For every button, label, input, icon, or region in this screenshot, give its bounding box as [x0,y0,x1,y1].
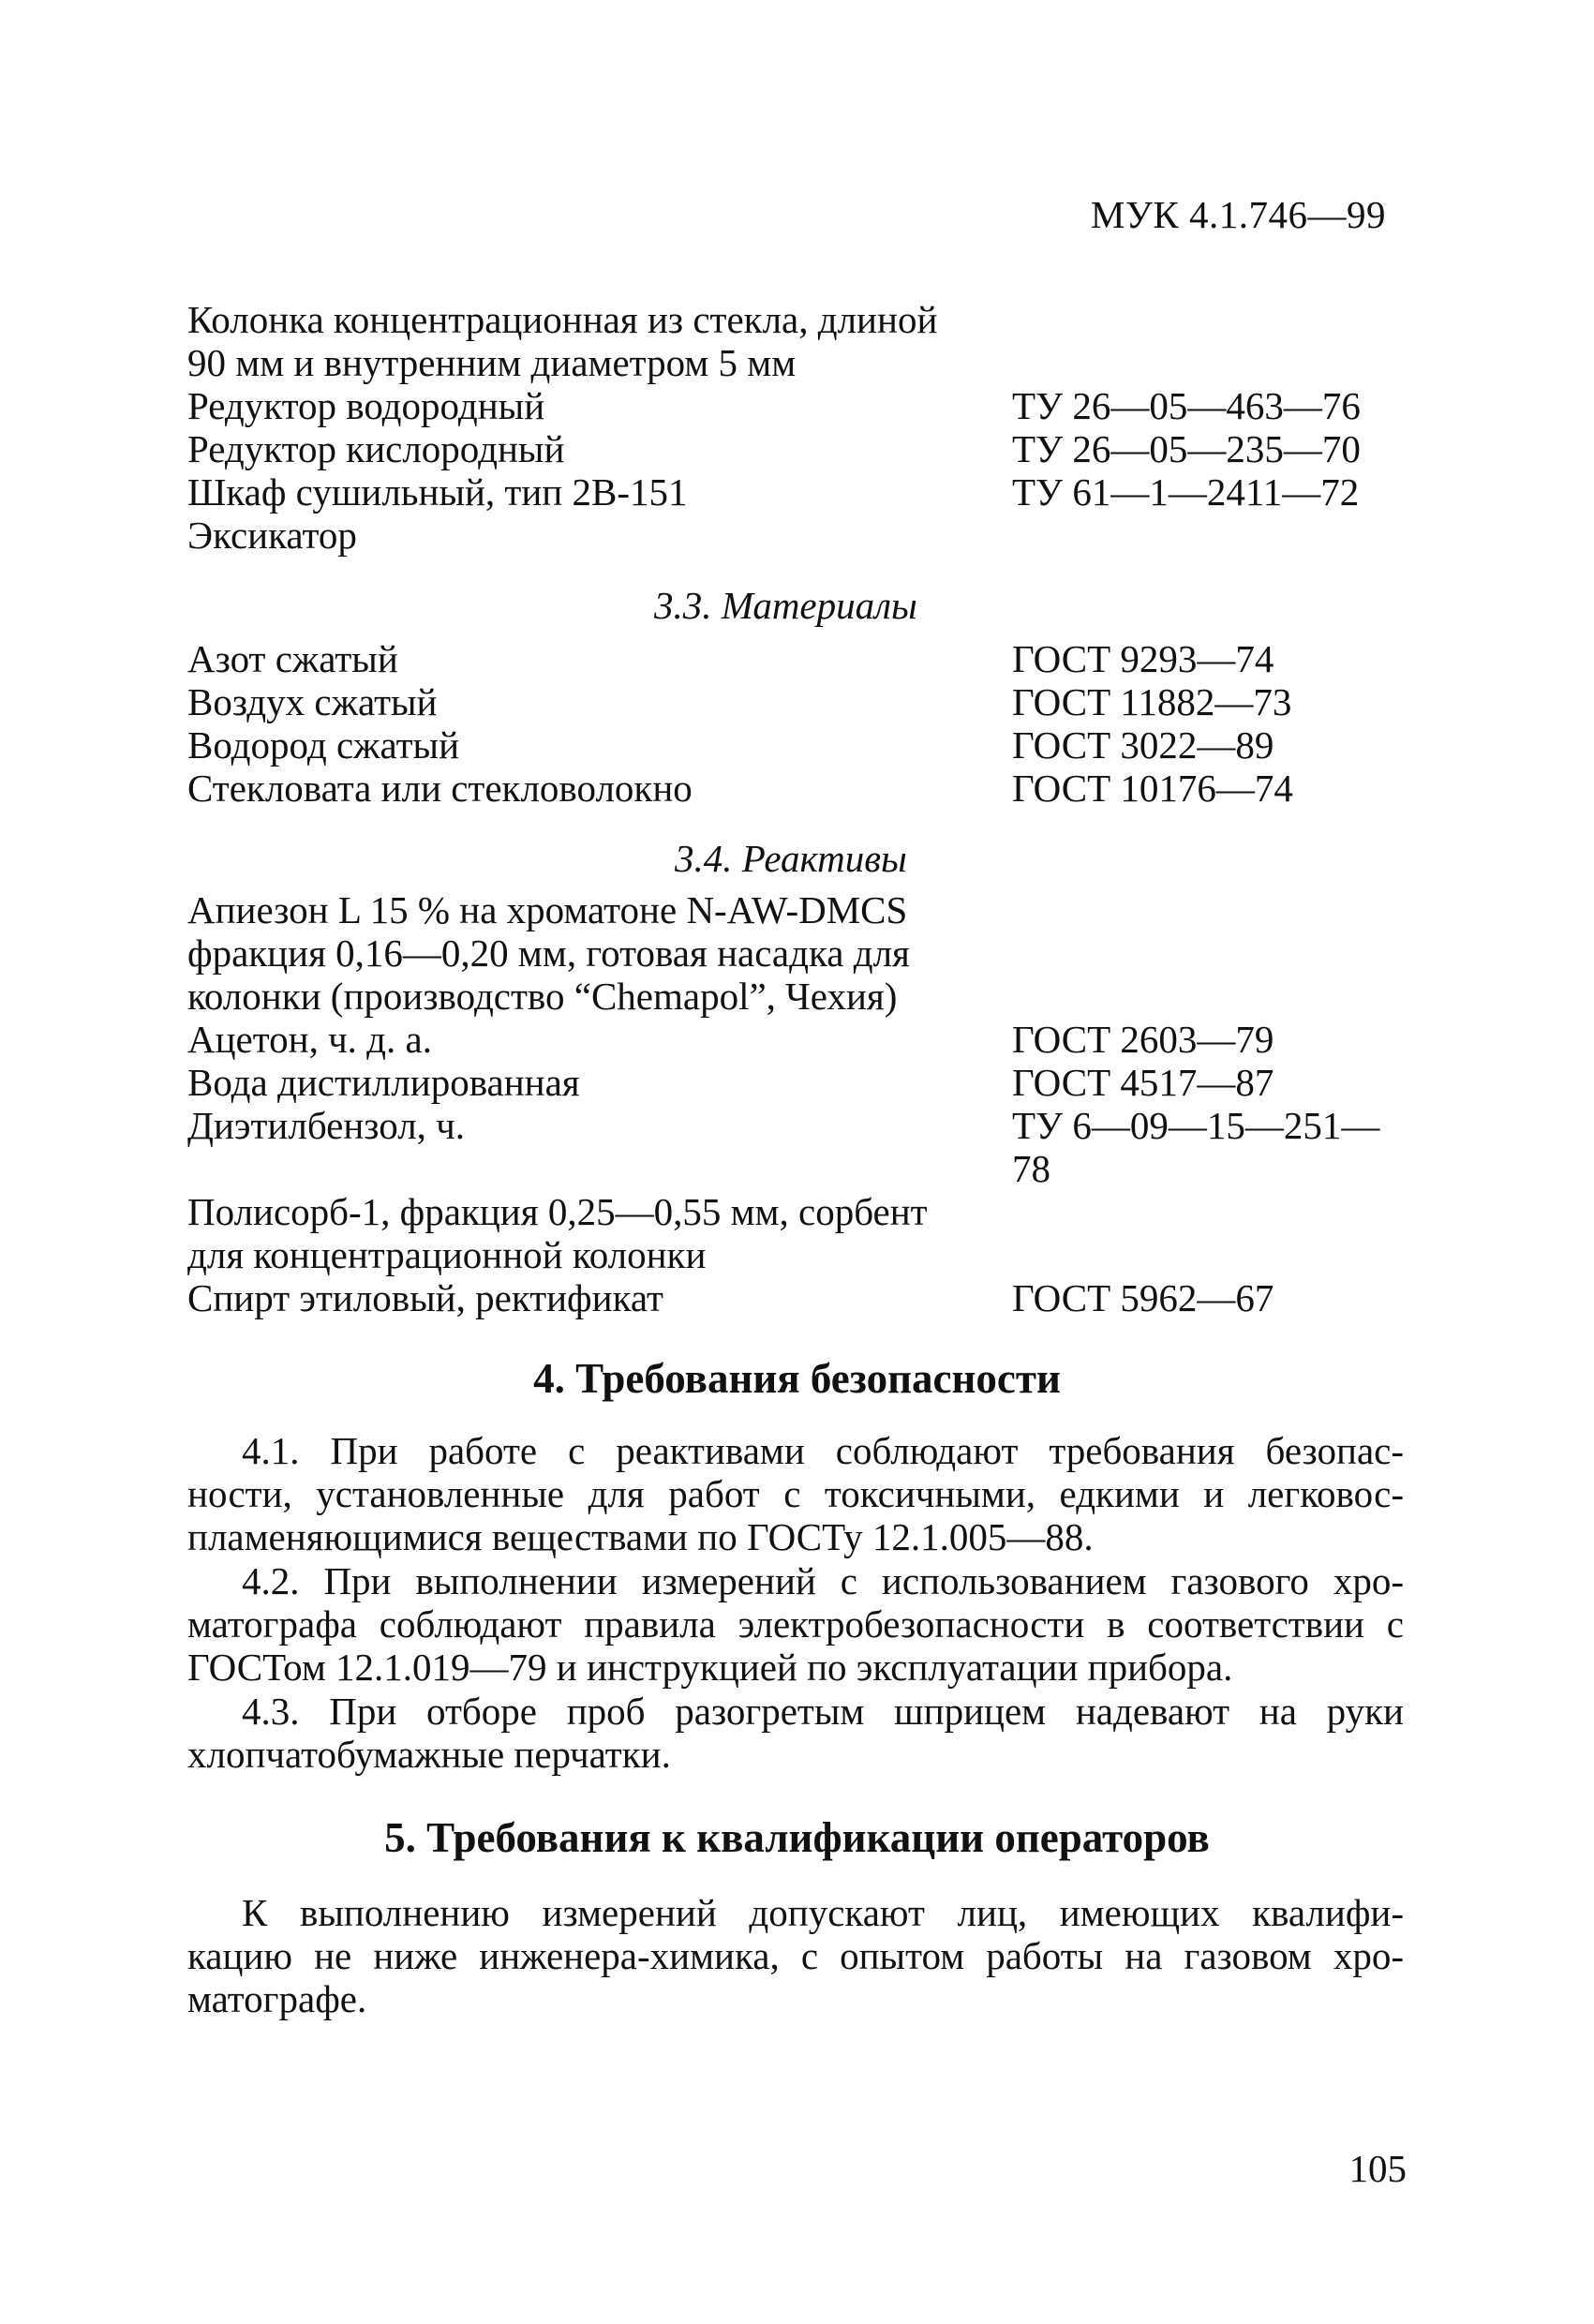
item-standard: ГОСТ 10176—74 [1012,767,1293,810]
list-row [187,723,1396,767]
item-name: фракция 0,16—0,20 мм, готовая насадка для [187,931,910,975]
item-name: для концентрационной колонки [187,1233,707,1276]
item-name: колонки (производство “Chemapol”, Чехия) [187,975,898,1018]
list-row [187,1104,1396,1147]
list-row [187,888,1396,931]
paragraph-line: 4.1. При работе с реактивами соблюдают требования безопас- [242,1429,1404,1472]
item-name: Диэтилбензол, ч. [187,1104,466,1147]
paragraph-line: пламеняющимися веществами по ГОСТу 12.1.005—88. [187,1515,1094,1558]
paragraph-line: К выполнению измерений допускают лиц, имеющих квалифи- [242,1891,1404,1934]
list-row [187,514,1396,557]
list-row [187,384,1396,427]
section-title-safety: 4. Требования безопасности [533,1355,1061,1402]
list-row [187,975,1396,1018]
item-standard: ГОСТ 4517—87 [1012,1061,1274,1104]
list-row [187,680,1396,723]
item-name: Шкаф сушильный, тип 2В-151 [187,470,688,514]
paragraph-4-1 [187,1429,1404,1558]
list-row [187,298,1396,341]
item-name: Спирт этиловый, ректификат [187,1276,663,1319]
paragraph-line: 4.2. При выполнении измерений с использованием газового хро- [242,1559,1404,1602]
item-name: Полисорб-1, фракция 0,25—0,55 мм, сорбент [187,1190,928,1233]
paragraph-line: ГОСТом 12.1.019—79 и инструкцией по эксплуатации прибора. [187,1646,1233,1689]
item-name: Колонка концентрационная из стекла, длиной [187,298,938,341]
materials-heading: 3.3. Материалы [654,584,917,627]
item-name: Воздух сжатый [187,680,438,723]
item-name: 90 мм и внутренним диаметром 5 мм [187,341,797,384]
list-row [187,931,1396,975]
paragraph-line: 4.3. При отборе проб разогретым шприцем надевают на руки [242,1690,1404,1733]
page-code: МУК 4.1.746—99 [1090,193,1386,236]
list-row [187,1018,1396,1061]
item-standard: ТУ 6—09—15—251— [1012,1104,1380,1147]
reagents-heading: 3.4. Реактивы [675,837,907,880]
item-name: Редуктор кислородный [187,427,565,470]
item-standard: ГОСТ 9293—74 [1012,637,1274,680]
paragraph-line: хлопчатобумажные перчатки. [187,1733,671,1776]
paragraph-line: кацию не ниже инженера-химика, с опытом работы на газовом хро- [187,1934,1404,1977]
list-row [187,1233,1396,1276]
item-standard: ГОСТ 2603—79 [1012,1018,1274,1061]
item-standard: ТУ 26—05—463—76 [1012,384,1361,427]
item-name: Эксикатор [187,514,357,557]
item-name: Редуктор водородный [187,384,545,427]
section-title-qualification: 5. Требования к квалификации операторов [384,1814,1210,1861]
page-number: 105 [1348,2147,1407,2190]
list-row [187,1147,1396,1190]
paragraph-line: ности, установленные для работ с токсичными, едкими и легковос- [187,1472,1404,1515]
paragraph-4-3 [187,1690,1404,1776]
paragraph-5 [187,1891,1404,2020]
list-row [187,341,1396,384]
item-standard: ГОСТ 11882—73 [1012,680,1292,723]
item-standard: ГОСТ 5962—67 [1012,1276,1274,1319]
item-standard: ТУ 61—1—2411—72 [1012,470,1360,514]
list-row [187,427,1396,470]
item-name: Стекловата или стекловолокно [187,767,693,810]
list-row [187,767,1396,810]
paragraph-line: матографа соблюдают правила электробезопасности в соответствии с [187,1602,1404,1646]
item-name: Водород сжатый [187,723,460,767]
item-name: Азот сжатый [187,637,398,680]
item-name: Ацетон, ч. д. а. [187,1018,432,1061]
paragraph-4-2 [187,1559,1404,1689]
list-row [187,1276,1396,1319]
item-standard: ГОСТ 3022—89 [1012,723,1274,767]
item-standard: 78 [1012,1147,1050,1190]
item-name: Апиезон L 15 % на хроматоне N-AW-DMCS [187,888,908,931]
paragraph-line: матографе. [187,1977,367,2020]
list-row [187,1061,1396,1104]
item-standard: ТУ 26—05—235—70 [1012,427,1361,470]
item-name: Вода дистиллированная [187,1061,580,1104]
list-row [187,470,1396,514]
list-row [187,637,1396,680]
list-row [187,1190,1396,1233]
